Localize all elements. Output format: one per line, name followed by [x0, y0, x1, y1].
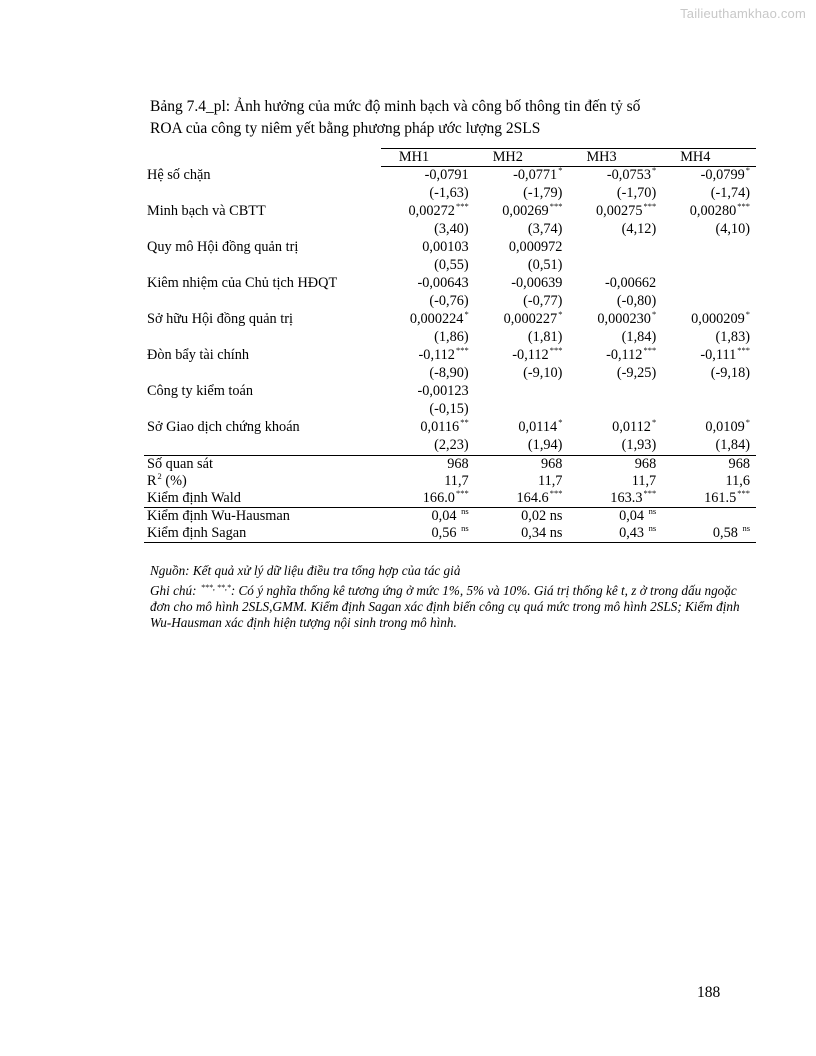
coefficient-cell-value: -0,112	[418, 347, 455, 363]
coefficient-cell	[381, 419, 475, 436]
test-cell-value: 0,02 ns	[521, 508, 563, 524]
footnote	[150, 583, 756, 631]
coefficient-cell	[568, 347, 662, 364]
variable-label: Đòn bẩy tài chính	[147, 347, 250, 363]
significance-marker: ***	[455, 201, 469, 211]
significance-marker: *	[558, 309, 563, 319]
t-stat-cell: (1,84)	[715, 437, 750, 453]
test-cell	[568, 525, 662, 543]
coefficient-cell-value: 0,0114	[518, 419, 558, 435]
coefficient-cell-value: -0,111	[700, 347, 737, 363]
t-stat-cell: (-9,10)	[523, 365, 563, 381]
coefficient-cell-value: -0,0771	[513, 167, 558, 183]
coefficient-cell	[568, 167, 662, 185]
significance-marker: ns	[648, 523, 657, 533]
t-stat-cell: (4,12)	[621, 221, 657, 237]
test-cell-value: 0,56	[431, 525, 461, 541]
coefficient-cell	[475, 383, 569, 400]
coefficient-cell	[568, 419, 662, 436]
page-number: 188	[697, 984, 721, 1001]
coefficient-cell	[475, 203, 569, 220]
t-stat-label-blank	[144, 256, 381, 275]
t-stat-row	[144, 364, 756, 383]
significance-marker: ***	[737, 201, 750, 211]
significance-marker: *	[558, 165, 563, 175]
coefficient-cell	[475, 239, 569, 256]
footnote-stars: ***, **,*	[200, 583, 231, 592]
coefficient-cell-value: 0,0116	[420, 419, 460, 435]
regression-table	[144, 148, 756, 543]
t-stat-label-blank	[144, 400, 381, 419]
coefficient-cell-value: 0,00275	[596, 203, 643, 219]
t-stat-cell: (-0,76)	[429, 293, 469, 309]
stat-cell-value: 968	[728, 456, 750, 472]
t-stat-label-blank	[144, 364, 381, 383]
header-blank	[144, 149, 381, 167]
footnote-prefix: Ghi chú:	[150, 583, 200, 598]
variable-label: Sở Giao dịch chứng khoán	[147, 419, 300, 435]
t-stat-row	[144, 400, 756, 419]
stat-label: Số quan sát	[144, 456, 381, 474]
test-row	[144, 508, 756, 526]
significance-marker: ***	[737, 488, 750, 498]
coefficient-cell	[662, 347, 756, 364]
coefficient-cell-value: -0,00662	[604, 275, 657, 291]
coefficient-cell-value: 0,000224	[409, 311, 464, 327]
coefficient-cell-value: 0,0109	[705, 419, 745, 435]
significance-marker: *	[745, 417, 750, 427]
test-cell	[475, 508, 569, 526]
coefficient-cell-value: 0,000209	[691, 311, 745, 327]
stat-cell	[381, 456, 475, 474]
t-stat-cell: (1,83)	[715, 329, 750, 345]
stat-cell	[568, 490, 662, 508]
caption-line-1: Bảng 7.4_pl: Ảnh hưởng của mức độ minh bạch và công bố thông tin đến tỷ số	[150, 98, 641, 115]
t-stat-cell: (-9,25)	[616, 365, 657, 381]
coefficient-cell	[568, 383, 662, 400]
t-stat-cell: (-1,63)	[429, 185, 469, 201]
stat-row	[144, 490, 756, 508]
stat-cell-value: 968	[541, 456, 563, 472]
variable-label: Kiêm nhiệm của Chủ tịch HĐQT	[147, 275, 338, 291]
coefficient-row	[144, 311, 756, 328]
t-stat-label-blank	[144, 436, 381, 456]
stat-cell	[475, 490, 569, 508]
significance-marker: *	[558, 417, 563, 427]
coefficient-cell-value: 0,00280	[689, 203, 737, 219]
coefficient-cell	[662, 167, 756, 185]
coefficient-cell-value: -0,00639	[511, 275, 563, 291]
coefficient-cell-value: 0,00269	[502, 203, 549, 219]
coefficient-cell-value: 0,000227	[503, 311, 558, 327]
variable-label: Quy mô Hội đồng quản trị	[147, 239, 299, 255]
significance-marker: ***	[549, 488, 563, 498]
stat-label-main: R	[147, 473, 157, 489]
coefficient-cell	[475, 275, 569, 292]
watermark: Tailieuthamkhao.com	[680, 6, 806, 21]
test-cell	[662, 525, 756, 543]
column-header: MH1	[381, 149, 475, 167]
significance-marker: *	[651, 309, 657, 319]
t-stat-row	[144, 220, 756, 239]
source-note: Nguồn: Kết quả xử lý dữ liệu điều tra tổng hợp của tác giả	[150, 563, 461, 578]
significance-marker: ns	[461, 523, 469, 533]
significance-marker: ***	[455, 345, 469, 355]
significance-marker: *	[464, 309, 469, 319]
significance-marker: ***	[643, 345, 657, 355]
significance-marker: *	[651, 417, 657, 427]
test-row	[144, 525, 756, 543]
t-stat-cell: (-0,77)	[523, 293, 563, 309]
stat-row	[144, 456, 756, 474]
coefficient-cell	[381, 347, 475, 364]
coefficient-cell-value: 0,000230	[597, 311, 651, 327]
significance-marker: *	[745, 309, 750, 319]
caption-line-2: ROA của công ty niêm yết bằng phương pháp ước lượng 2SLS	[150, 120, 541, 137]
t-stat-row	[144, 328, 756, 347]
t-stat-cell: (-1,70)	[616, 185, 657, 201]
t-stat-cell: (-0,15)	[429, 401, 469, 417]
t-stat-cell: (1,81)	[527, 329, 563, 345]
coefficient-cell-value: -0,00123	[417, 383, 469, 399]
test-cell	[475, 525, 569, 543]
significance-marker: ***	[643, 488, 657, 498]
stat-cell-value: 11,7	[537, 473, 563, 489]
t-stat-cell: (-8,90)	[429, 365, 469, 381]
stat-cell	[381, 490, 475, 508]
significance-marker: *	[745, 165, 750, 175]
variable-label: Công ty kiểm toán	[147, 383, 254, 399]
t-stat-label-blank	[144, 184, 381, 203]
t-stat-label-blank	[144, 292, 381, 311]
t-stat-cell: (-1,79)	[523, 185, 563, 201]
significance-marker: ns	[742, 523, 750, 533]
t-stat-cell: (1,93)	[621, 437, 657, 453]
coefficient-cell	[662, 203, 756, 220]
coefficient-cell	[568, 275, 662, 292]
coefficient-row	[144, 239, 756, 256]
variable-label: Sở hữu Hội đồng quản trị	[147, 311, 293, 327]
coefficient-row	[144, 383, 756, 400]
significance-marker: ***	[549, 201, 563, 211]
t-stat-cell	[475, 400, 569, 419]
coefficient-cell	[381, 203, 475, 220]
coefficient-cell-value: 0,00103	[422, 239, 469, 255]
coefficient-cell	[381, 311, 475, 328]
stat-label	[144, 473, 381, 490]
t-stat-cell: (-1,74)	[710, 185, 750, 201]
stat-cell-value: 11,6	[725, 473, 750, 489]
t-stat-cell: (-9,18)	[710, 365, 750, 381]
stat-cell	[568, 456, 662, 474]
coefficient-cell	[662, 311, 756, 328]
coefficient-cell-value: 0,00272	[408, 203, 455, 219]
coefficient-row	[144, 347, 756, 364]
t-stat-cell: (1,86)	[434, 329, 469, 345]
coefficient-row	[144, 203, 756, 220]
coefficient-cell-value: -0,0791	[424, 167, 469, 183]
coefficient-cell-value: -0,112	[606, 347, 643, 363]
column-header: MH4	[662, 149, 756, 167]
stat-cell	[475, 456, 569, 474]
coefficient-row	[144, 167, 756, 185]
table-header-row	[144, 149, 756, 167]
t-stat-cell: (1,94)	[527, 437, 563, 453]
coefficient-cell	[475, 167, 569, 185]
t-stat-cell	[568, 400, 662, 419]
t-stat-label-blank	[144, 220, 381, 239]
coefficient-row	[144, 419, 756, 436]
t-stat-cell	[662, 400, 756, 419]
t-stat-cell: (3,40)	[434, 221, 469, 237]
significance-marker: ns	[461, 506, 469, 516]
coefficient-cell-value: 0,0112	[612, 419, 651, 435]
test-cell-value: 0,58	[712, 525, 742, 541]
coefficient-cell-value: -0,00643	[417, 275, 469, 291]
significance-marker: ***	[737, 345, 750, 355]
t-stat-cell: (4,10)	[715, 221, 750, 237]
t-stat-cell: (0,51)	[527, 257, 563, 273]
t-stat-row	[144, 256, 756, 275]
stat-cell-value: 163.3	[610, 490, 643, 506]
significance-marker: *	[651, 165, 657, 175]
table-caption	[150, 96, 760, 140]
coefficient-cell	[568, 311, 662, 328]
significance-marker: ***	[549, 345, 563, 355]
test-cell-value: 0,04	[619, 508, 648, 524]
t-stat-cell: (-0,80)	[616, 293, 657, 309]
coefficient-cell	[568, 203, 662, 220]
stat-cell-value: 164.6	[516, 490, 549, 506]
stat-cell-value: 166.0	[422, 490, 455, 506]
t-stat-cell	[662, 292, 756, 311]
stat-label-sup: 2	[157, 471, 162, 481]
significance-marker: ***	[455, 488, 469, 498]
significance-marker: **	[460, 417, 469, 427]
t-stat-cell: (0,55)	[434, 257, 469, 273]
coefficient-cell	[662, 383, 756, 400]
t-stat-row	[144, 184, 756, 203]
coefficient-row	[144, 275, 756, 292]
coefficient-cell	[381, 275, 475, 292]
stat-cell	[662, 456, 756, 474]
test-label: Kiểm định Sagan	[144, 525, 381, 543]
stat-cell-value: 11,7	[631, 473, 657, 489]
stat-row	[144, 473, 756, 490]
significance-marker: ***	[643, 201, 657, 211]
t-stat-cell: (1,84)	[621, 329, 657, 345]
t-stat-label-blank	[144, 328, 381, 347]
variable-label: Hệ số chặn	[147, 166, 211, 183]
coefficient-cell	[662, 239, 756, 256]
coefficient-cell-value: -0,112	[512, 347, 549, 363]
stat-cell-value: 968	[634, 456, 657, 472]
test-label: Kiểm định Wu-Hausman	[147, 508, 290, 524]
coefficient-cell-value: -0,0799	[700, 167, 745, 183]
stat-label-rest: (%)	[161, 473, 187, 489]
coefficient-cell	[662, 419, 756, 436]
variable-label: Minh bạch và CBTT	[147, 203, 266, 219]
stat-cell-value: 11,7	[444, 473, 469, 489]
t-stat-cell: (2,23)	[434, 437, 469, 453]
test-cell	[381, 525, 475, 543]
test-cell-value: 0,34 ns	[521, 525, 563, 541]
t-stat-cell	[662, 256, 756, 275]
coefficient-cell-value: -0,0753	[606, 167, 651, 183]
coefficient-cell	[662, 275, 756, 292]
t-stat-cell: (3,74)	[527, 221, 563, 237]
table-body	[144, 167, 756, 543]
t-stat-row	[144, 292, 756, 311]
t-stat-row	[144, 436, 756, 456]
footnote-text: : Có ý nghĩa thống kê tương ứng ở mức 1%, 5% và 10%. Giá trị thống kê t, z ở trong dấu ngoặc đơn cho mô hình 2SLS,GMM. Kiểm định Sagan xác định biến công cụ quá mức trong mô hình 2SLS; Kiểm định Wu-Hausman xác định hiện tượng nội sinh trong mô hình.	[150, 583, 740, 630]
column-header: MH2	[475, 149, 569, 167]
coefficient-cell	[568, 239, 662, 256]
coefficient-cell	[381, 239, 475, 256]
t-stat-cell	[568, 256, 662, 275]
coefficient-cell	[475, 311, 569, 328]
stat-cell-value: 161.5	[704, 490, 737, 506]
coefficient-cell	[381, 383, 475, 400]
stat-label: Kiểm định Wald	[144, 490, 381, 508]
coefficient-cell	[381, 167, 475, 185]
column-header: MH3	[568, 149, 662, 167]
stat-cell-value: 968	[447, 456, 469, 472]
test-cell-value: 0,04	[431, 508, 461, 524]
coefficient-cell-value: 0,000972	[508, 239, 563, 255]
significance-marker: ns	[648, 506, 657, 516]
test-cell-value: 0,43	[619, 525, 648, 541]
coefficient-cell	[475, 419, 569, 436]
coefficient-cell	[475, 347, 569, 364]
stat-cell	[662, 490, 756, 508]
